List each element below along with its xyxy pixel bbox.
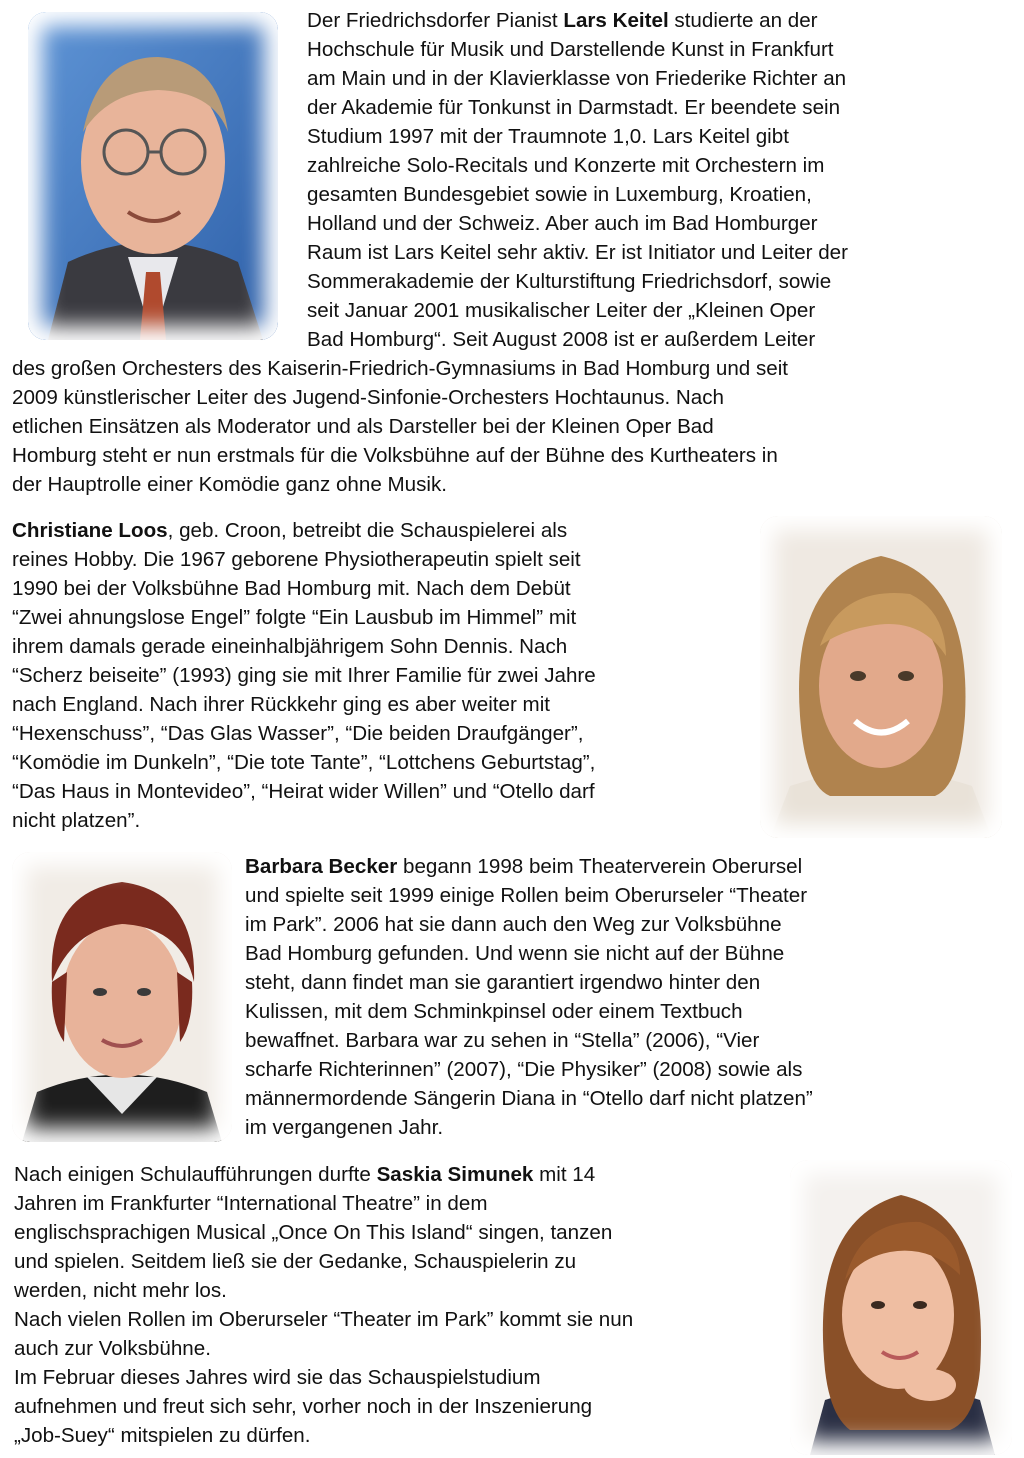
text-line: bewaffnet. Barbara war zu sehen in “Stella” (2006), “Vier [245,1029,760,1052]
text-line: reines Hobby. Die 1967 geborene Physiotherapeutin spielt seit [12,548,581,571]
text-line: im Park”. 2006 hat sie dann auch den Weg zur Volksbühne [245,913,782,936]
text-line: Kulissen, mit dem Schminkpinsel oder einem Textbuch [245,1000,743,1023]
person-name: Christiane Loos [12,519,168,542]
text-line: englischsprachigen Musical „Once On This Island“ singen, tanzen [14,1221,613,1244]
text-line: scharfe Richterinnen” (2007), “Die Physiker” (2008) sowie als [245,1058,803,1081]
text-line: , geb. Croon, betreibt die Schauspielerei als [167,519,568,542]
text-line: “Hexenschuss”, “Das Glas Wasser”, “Die beiden Draufgänger”, [12,722,584,745]
text-line: des großen Orchesters des Kaiserin-Friedrich-Gymnasiums in Bad Homburg und seit [12,357,789,380]
person-name: Lars Keitel [563,9,669,32]
bio-lars-keitel [0,0,1024,510]
text-line: und spielen. Seitdem ließ sie der Gedanke, Schauspielerin zu [14,1250,577,1273]
text-line: der Akademie für Tonkunst in Darmstadt. Er beendete sein [307,96,841,119]
person-name: Saskia Simunek [376,1163,534,1186]
intro-text: Nach einigen Schulaufführungen durfte [14,1163,377,1186]
text-line: Holland und der Schweiz. Aber auch im Bad Homburger [307,212,818,235]
portrait-saskia-simunek [790,1160,1012,1455]
text-line: studierte an der [674,9,818,32]
text-line: Homburg steht er nun erstmals für die Volksbühne auf der Bühne des Kurtheaters in [12,444,778,467]
text-line: “Das Haus in Montevideo”, “Heirat wider Willen” und “Otello darf [12,780,595,803]
text-line: nach England. Nach ihrer Rückkehr ging es aber weiter mit [12,693,550,716]
text-line: ihrem damals gerade eineinhalbjährigem Sohn Dennis. Nach [12,635,568,658]
person-name: Barbara Becker [245,855,398,878]
text-line: “Komödie im Dunkeln”, “Die tote Tante”, “Lottchens Geburtstag”, [12,751,596,774]
text-line: und spielte seit 1999 einige Rollen beim Oberurseler “Theater [245,884,808,907]
text-line: am Main und in der Klavierklasse von Friederike Richter an [307,67,847,90]
text-line: etlichen Einsätzen als Moderator und als Darsteller bei der Kleinen Oper Bad [12,415,714,438]
text-line: “Zwei ahnungslose Engel” folgte “Ein Lausbub im Himmel” mit [12,606,577,629]
text-line: Bad Homburg gefunden. Und wenn sie nicht auf der Bühne [245,942,785,965]
text-line: aufnehmen und freut sich sehr, vorher noch in der Inszenierung [14,1395,593,1418]
text-line: steht, dann findet man sie garantiert irgendwo hinter den [245,971,761,994]
portrait-lars-keitel [28,12,278,340]
text-line: nicht platzen”. [12,809,141,832]
text-line: “Scherz beiseite” (1993) ging sie mit Ihrer Familie für zwei Jahre [12,664,596,687]
text-line: 2009 künstlerischer Leiter des Jugend-Sinfonie-Orchesters Hochtaunus. Nach [12,386,725,409]
text-line: der Hauptrolle einer Komödie ganz ohne Musik. [12,473,448,496]
text-line: Jahren im Frankfurter “International Theatre” in dem [14,1192,488,1215]
text-line: zahlreiche Solo-Recitals und Konzerte mit Orchestern im [307,154,825,177]
text-line: Hochschule für Musik und Darstellende Kunst in Frankfurt [307,38,834,61]
text-line: auch zur Volksbühne. [14,1337,211,1360]
text-line: Im Februar dieses Jahres wird sie das Schauspielstudium [14,1366,541,1389]
intro-text: Der Friedrichsdorfer Pianist [307,9,564,32]
text-line: im vergangenen Jahr. [245,1116,444,1139]
text-line: begann 1998 beim Theaterverein Oberursel [397,855,803,878]
portrait-christiane-loos [760,516,1002,838]
bio-christiane-loos [0,512,1024,842]
text-line: werden, nicht mehr los. [14,1279,227,1302]
text-line: Sommerakademie der Kulturstiftung Friedrichsdorf, sowie [307,270,832,293]
bio-saskia-simunek [0,1160,1024,1458]
text-line: gesamten Bundesgebiet sowie in Luxemburg, Kroatien, [307,183,812,206]
portrait-barbara-becker [12,852,232,1142]
text-line: seit Januar 2001 musikalischer Leiter der „Kleinen Oper [307,299,816,322]
bio-barbara-becker [0,848,1024,1148]
text-line: Studium 1997 mit der Traumnote 1,0. Lars Keitel gibt [307,125,789,148]
text-line: Nach vielen Rollen im Oberurseler “Theater im Park” kommt sie nun [14,1308,634,1331]
text-line: 1990 bei der Volksbühne Bad Homburg mit. Nach dem Debüt [12,577,571,600]
text-line: mit 14 [533,1163,596,1186]
text-line: „Job-Suey“ mitspielen zu dürfen. [14,1424,311,1447]
text-line: männermordende Sängerin Diana in “Otello darf nicht platzen” [245,1087,813,1110]
text-line: Raum ist Lars Keitel sehr aktiv. Er ist Initiator und Leiter der [307,241,848,264]
text-line: Bad Homburg“. Seit August 2008 ist er außerdem Leiter [307,328,816,351]
